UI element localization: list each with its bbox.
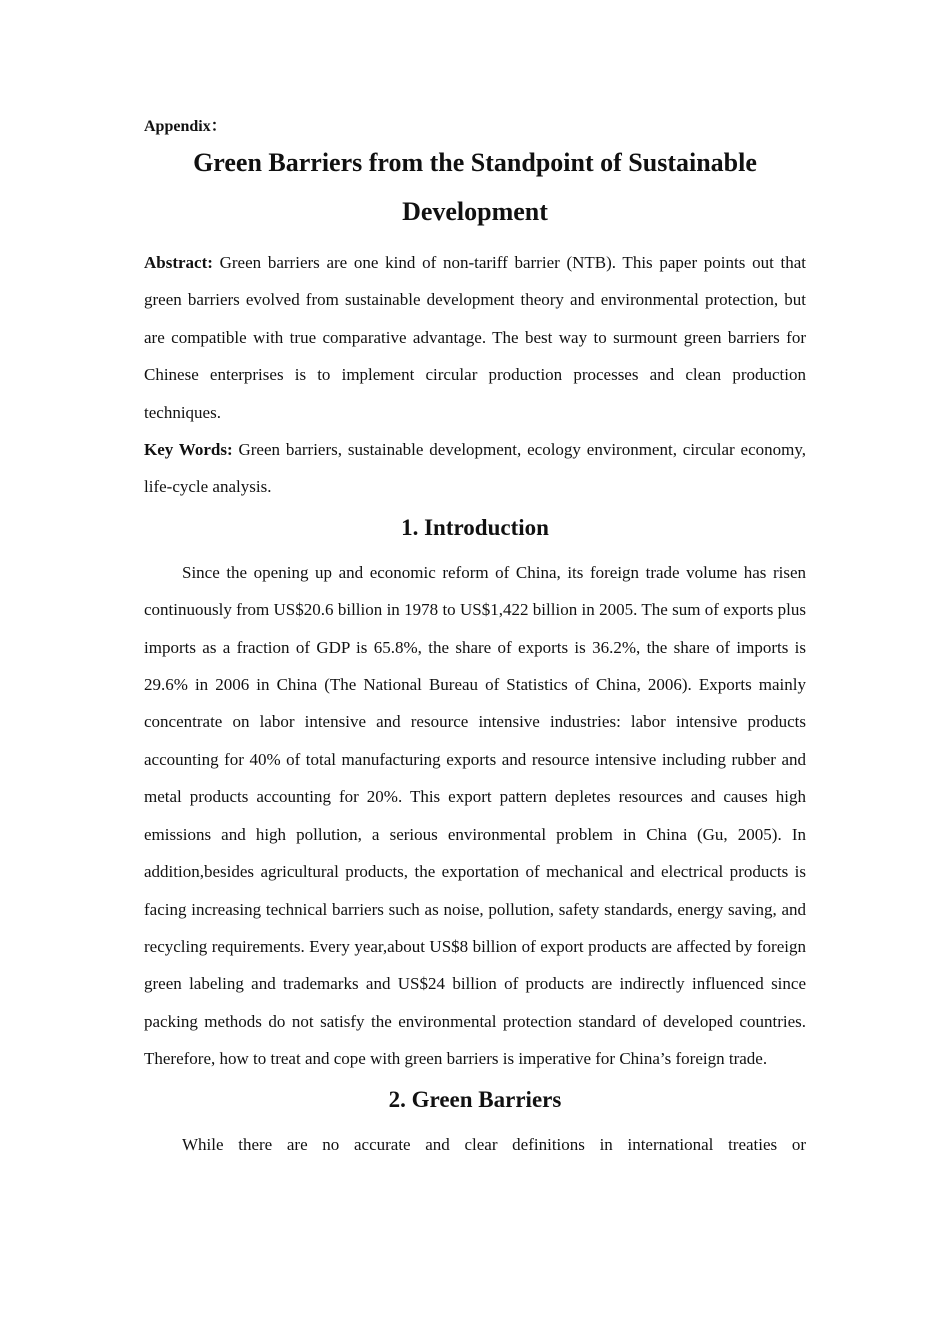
section-heading-green-barriers: 2. Green Barriers (388, 1086, 562, 1112)
paper-title: Green Barriers from the Standpoint of Sustainable Development (193, 148, 757, 226)
abstract-text: Green barriers are one kind of non-tariff barrier (NTB). This paper points out that green barriers evolved from sustainable development theory and environmental protection, but are compatible with true comparative advantage. The best way to surmount green barriers for Chinese enterprises is to implement circular production processes and clean production techniques. (144, 253, 806, 422)
green-barriers-paragraph: While there are no accurate and clear definitions in international treaties or (182, 1134, 806, 1154)
keywords-text: Green barriers, sustainable development, ecology environment, circular economy, life-cycle analysis. (144, 440, 806, 497)
document-page (144, 116, 806, 1163)
abstract-paragraph (144, 244, 806, 431)
section-heading-introduction: 1. Introduction (401, 514, 549, 540)
keywords-paragraph (144, 431, 806, 506)
abstract-label: Abstract: (144, 253, 213, 272)
appendix-label: Appendix： (144, 118, 227, 135)
keywords-label: Key Words: (144, 440, 233, 460)
introduction-paragraph: Since the opening up and economic reform of China, its foreign trade volume has risen continuously from US$20.6 billion in 1978 to US$1,422 billion in 2005. The sum of exports plus imports as a fraction of GDP is 65.8%, the share of exports is 36.2%, the share of imports is 29.6% in 2006 in China (The National Bureau of Statistics of China, 2006). Exports mainly concentrate on labor intensive and resource intensive industries: labor intensive products accounting for 40% of total manufacturing exports and resource intensive including rubber and metal products accounting for 20%. This export pattern depletes resources and causes high emissions and high pollution, a serious environmental problem in China (Gu, 2005). In addition,besides agricultural products, the exportation of mechanical and electrical products is facing increasing technical barriers such as noise, pollution, safety standards, energy saving, and recycling requirements. Every year,about US$8 billion of export products are affected by foreign green labeling and trademarks and US$24 billion of products are indirectly influenced since packing methods do not satisfy the environmental protection standard of developed countries. Therefore, how to treat and cope with green barriers is imperative for China’s foreign trade. (144, 562, 806, 1069)
